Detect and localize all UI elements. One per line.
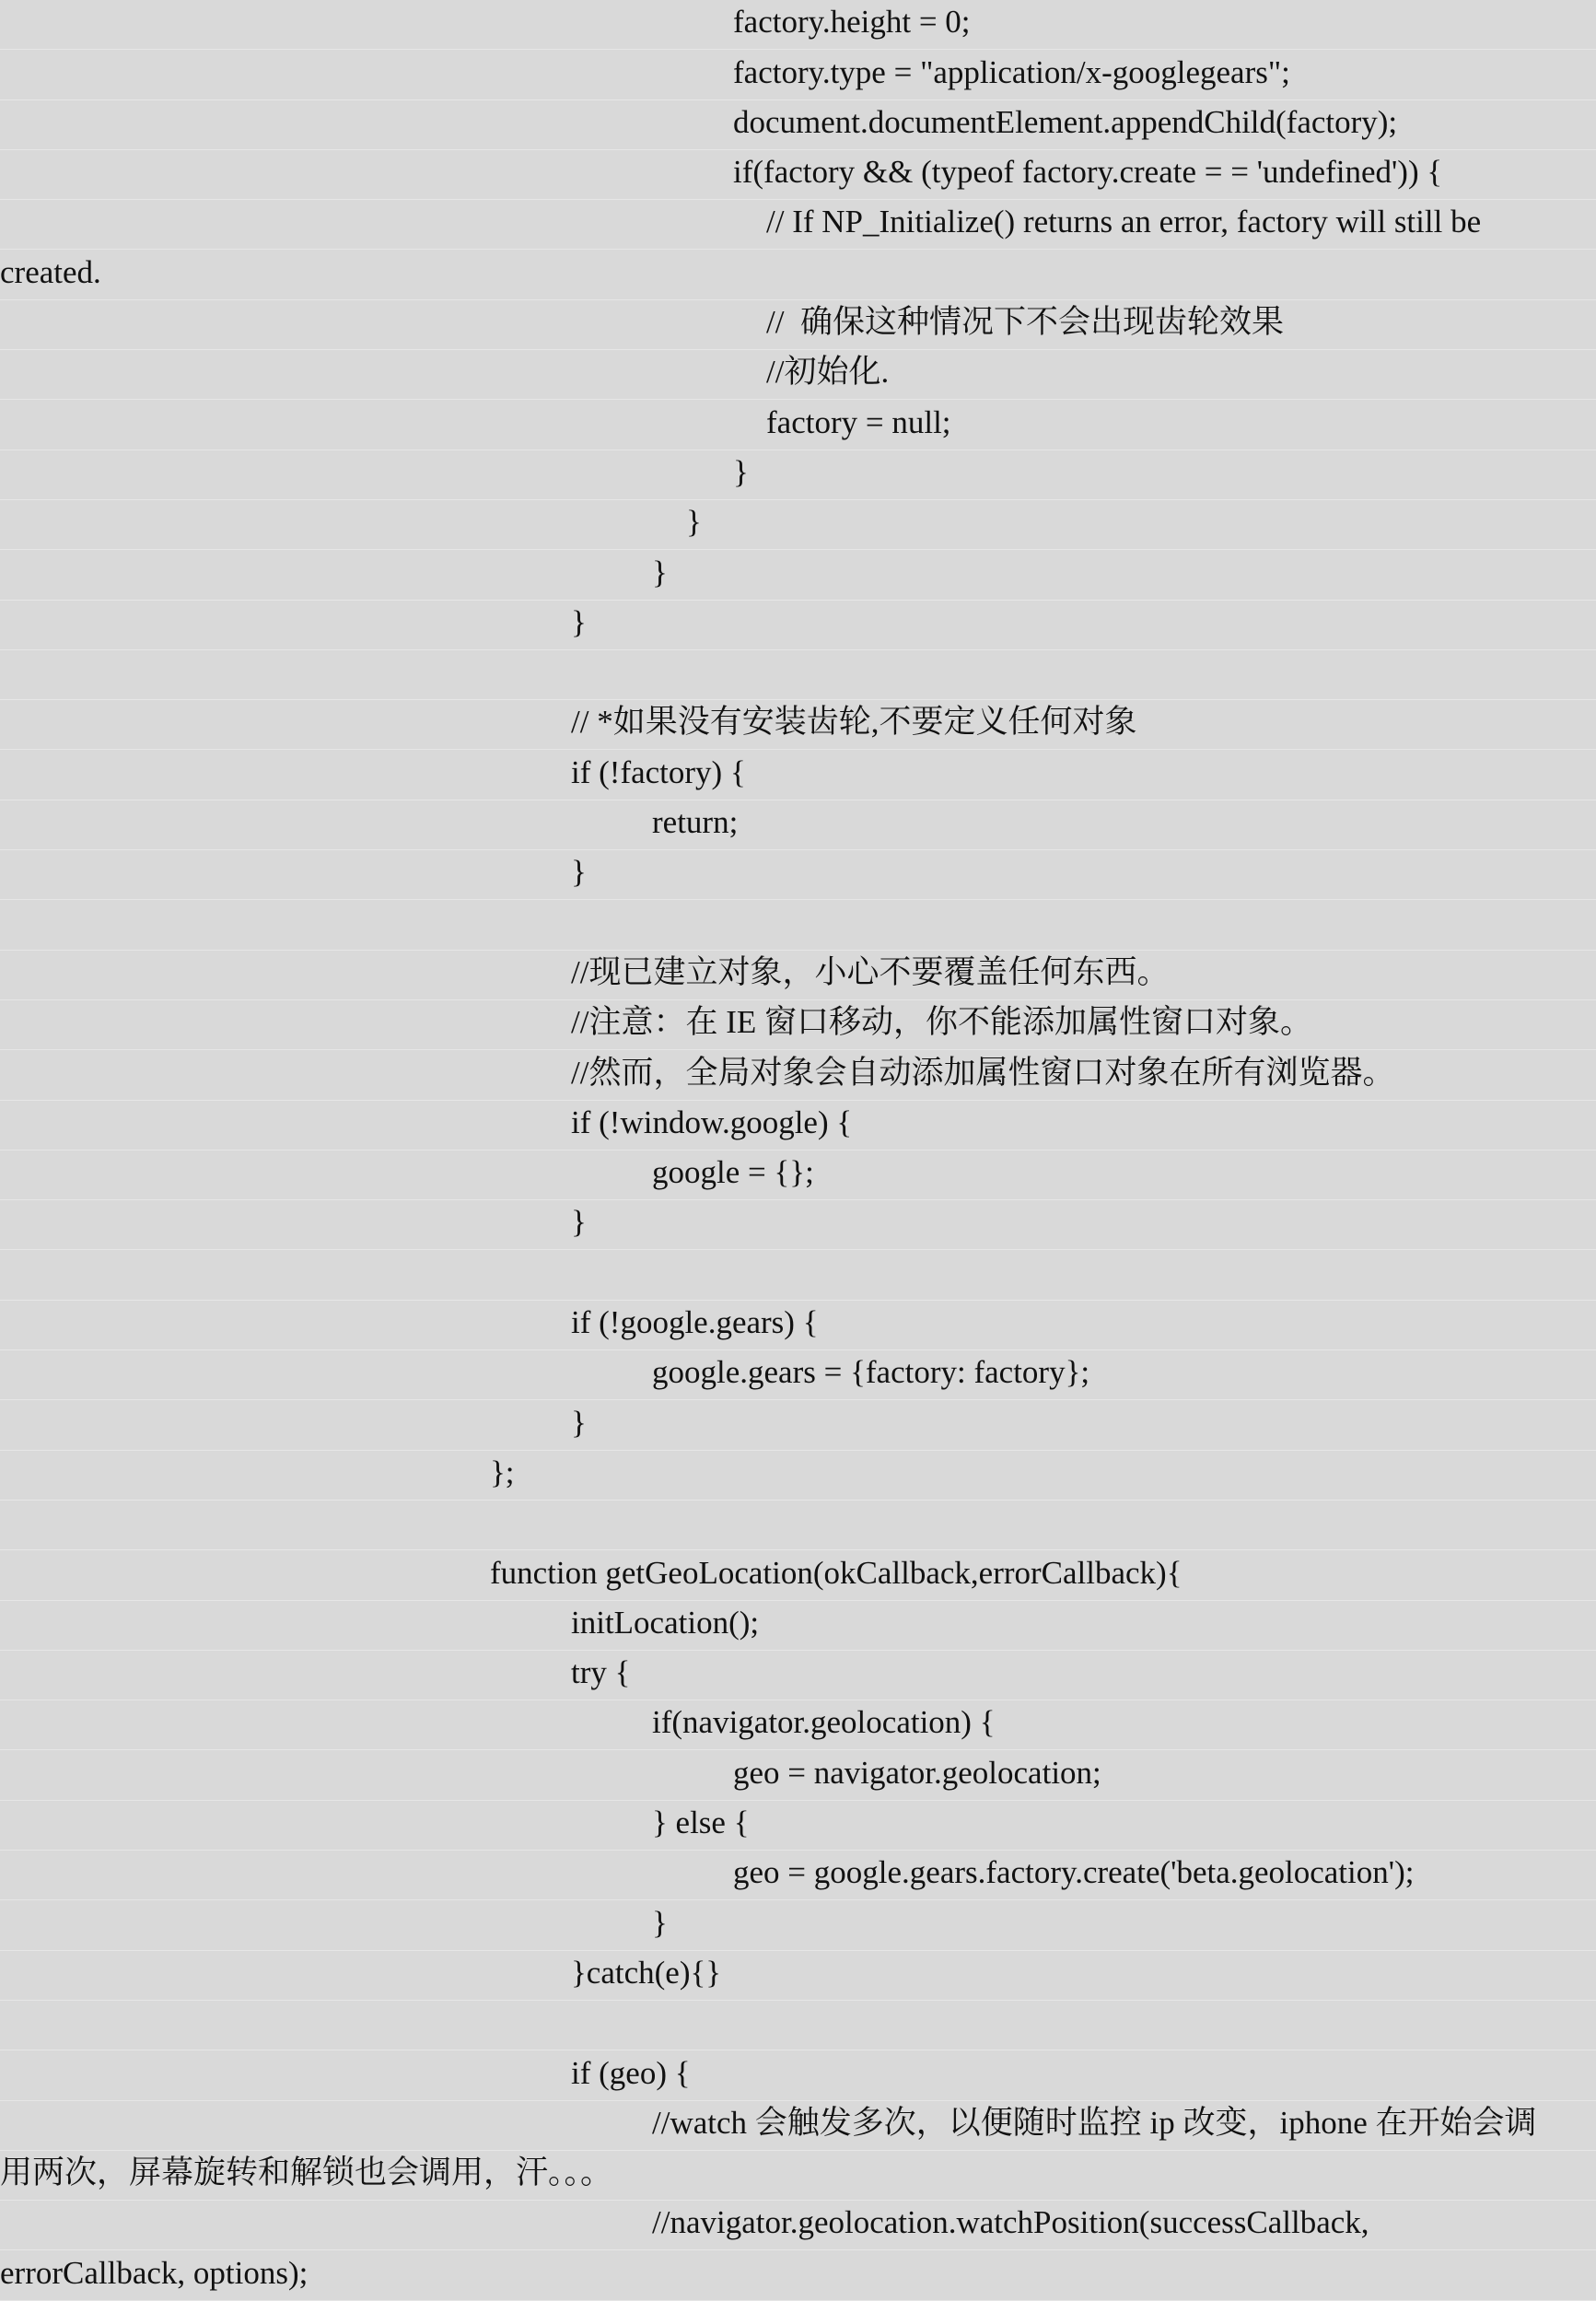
code-line-text: //注意：在 IE 窗口移动，你不能添加属性窗口对象。 (571, 1004, 1312, 1041)
code-line-text: initLocation(); (571, 1604, 760, 1641)
code-line (0, 400, 1596, 450)
code-line-text: //然而，全局对象会自动添加属性窗口对象在所有浏览器。 (571, 1054, 1395, 1091)
code-line-text: return; (652, 804, 739, 841)
code-line (0, 2151, 1596, 2201)
code-line-text: factory.height = 0; (733, 4, 971, 41)
code-line (0, 150, 1596, 200)
code-line-text: function getGeoLocation(okCallback,errorCallback){ (490, 1554, 1182, 1591)
code-line (0, 1700, 1596, 1750)
code-line (0, 1601, 1596, 1651)
code-line-text: document.documentElement.appendChild(factory); (733, 103, 1398, 140)
code-line-text: if (!window.google) { (571, 1104, 853, 1140)
code-line-text: 用两次，屏幕旋转和解锁也会调用，汗。。。 (0, 2155, 613, 2191)
code-line (0, 350, 1596, 400)
code-line (0, 2101, 1596, 2151)
code-line (0, 2251, 1596, 2301)
code-line (0, 450, 1596, 500)
code-line-text: errorCallback, options); (0, 2254, 309, 2291)
code-line (0, 1301, 1596, 1350)
code-line (0, 800, 1596, 850)
code-line-text: if(factory && (typeof factory.create = = 'undefined')) { (733, 154, 1443, 191)
code-line (0, 500, 1596, 550)
code-line-text: //navigator.geolocation.watchPosition(successCallback, (652, 2204, 1369, 2241)
code-line-text: } (571, 1404, 587, 1441)
code-line-text: } (571, 603, 587, 640)
code-line-text: } (733, 453, 749, 490)
code-line-text: // If NP_Initialize() returns an error, factory will still be (766, 204, 1482, 240)
code-line (0, 951, 1596, 1000)
code-line (0, 850, 1596, 900)
code-line (0, 601, 1596, 650)
code-line-text: } (652, 554, 668, 590)
code-line (0, 1501, 1596, 1550)
code-line (0, 1900, 1596, 1950)
code-line (0, 1851, 1596, 1900)
code-line-text: // *如果没有安装齿轮,不要定义任何对象 (571, 704, 1137, 741)
code-line-text: google = {}; (652, 1154, 814, 1191)
code-line (0, 650, 1596, 700)
code-line (0, 1150, 1596, 1200)
code-line (0, 200, 1596, 250)
code-line-text: //现已建立对象，小心不要覆盖任何东西。 (571, 953, 1170, 990)
code-line-text: if (!factory) { (571, 753, 746, 790)
code-line-text: } (571, 1204, 587, 1241)
code-line (0, 300, 1596, 350)
code-line (0, 1951, 1596, 2001)
code-line-text: } (571, 854, 587, 891)
code-line-text: if (geo) { (571, 2054, 691, 2091)
code-line (0, 1200, 1596, 1250)
code-line-text: //初始化. (766, 354, 890, 391)
code-line (0, 1400, 1596, 1450)
code-line (0, 50, 1596, 99)
code-line-text: factory = null; (766, 403, 951, 440)
code-line (0, 1550, 1596, 1600)
code-line (0, 100, 1596, 150)
code-line-text: geo = navigator.geolocation; (733, 1754, 1101, 1791)
code-line-text: created. (0, 253, 101, 290)
code-line (0, 1050, 1596, 1100)
code-line-text: google.gears = {factory: factory}; (652, 1354, 1090, 1391)
code-line-text: factory.type = "application/x-googlegears"; (733, 53, 1290, 90)
code-line (0, 2201, 1596, 2250)
code-line (0, 1000, 1596, 1050)
code-line (0, 2050, 1596, 2100)
code-line (0, 550, 1596, 600)
code-line (0, 1251, 1596, 1301)
code-line-text: } (686, 504, 702, 541)
code-line-text: }; (490, 1454, 515, 1490)
code-line (0, 1451, 1596, 1501)
code-line (0, 900, 1596, 950)
code-line (0, 700, 1596, 750)
code-line (0, 2001, 1596, 2050)
code-line-text: } else { (652, 1805, 750, 1841)
code-line (0, 751, 1596, 800)
code-line-text: } (652, 1904, 668, 1941)
code-line-text: geo = google.gears.factory.create('beta.geolocation'); (733, 1854, 1415, 1891)
code-line-text: if (!google.gears) { (571, 1304, 819, 1341)
code-line (0, 0, 1596, 50)
code-line-text: // 确保这种情况下不会出现齿轮效果 (766, 304, 1284, 341)
code-line (0, 1751, 1596, 1801)
code-line (0, 1350, 1596, 1400)
code-line-text: }catch(e){} (571, 1954, 722, 1991)
code-line (0, 1651, 1596, 1700)
code-line-text: try { (571, 1654, 631, 1691)
code-line (0, 1101, 1596, 1150)
code-line (0, 251, 1596, 300)
code-line-text: //watch 会触发多次，以便随时监控 ip 改变，iphone 在开始会调 (652, 2104, 1537, 2141)
code-line-text: if(navigator.geolocation) { (652, 1704, 996, 1741)
code-line (0, 1801, 1596, 1851)
